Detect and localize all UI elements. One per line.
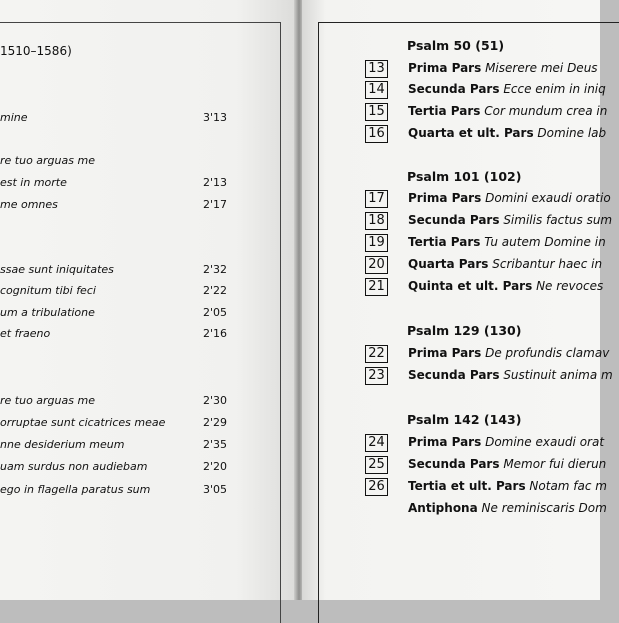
track-incipit: Cor mundum crea in: [484, 104, 608, 118]
track-number: 25: [365, 456, 388, 474]
track-row: [365, 81, 605, 99]
track-part: Quarta et ult. Pars: [408, 126, 534, 140]
track-incipit: Notam fac m: [529, 479, 607, 493]
track-duration: 2'29: [203, 416, 228, 429]
track-part: Prima Pars: [408, 191, 482, 205]
track-title: re tuo arguas me: [0, 154, 95, 167]
track-row: [0, 198, 240, 214]
track-row: [365, 256, 605, 274]
track-title: uam surdus non audiebam: [0, 460, 148, 473]
track-desc: [408, 61, 598, 75]
track-desc: [408, 213, 612, 227]
track-part: Prima Pars: [408, 61, 482, 75]
track-row: [365, 278, 605, 296]
track-row: [365, 367, 613, 385]
track-part: Tertia et ult. Pars: [408, 479, 526, 493]
track-number: 18: [365, 212, 388, 230]
track-number: 24: [365, 434, 388, 452]
track-incipit: Domine lab: [537, 126, 607, 140]
psalm-heading: Psalm 142 (143): [407, 412, 522, 427]
track-incipit: Ne revoces: [536, 279, 604, 293]
left-page: [0, 0, 296, 600]
antiphona-row: [408, 501, 607, 515]
track-row: [0, 176, 240, 192]
track-number: 23: [365, 367, 388, 385]
track-row: [0, 438, 240, 454]
track-row: [365, 212, 613, 230]
track-incipit: Ecce enim in iniq: [503, 82, 606, 96]
track-row: [0, 111, 240, 127]
track-row: [365, 434, 605, 452]
track-number: 22: [365, 345, 388, 363]
track-row: [0, 394, 240, 410]
track-desc: [408, 346, 609, 360]
track-row: [0, 460, 240, 476]
track-incipit: Tu autem Domine in: [484, 235, 606, 249]
track-number: 13: [365, 60, 388, 78]
psalm-heading: Psalm 101 (102): [407, 169, 522, 184]
track-row: [0, 284, 240, 300]
track-number: 14: [365, 81, 388, 99]
track-number: 20: [365, 256, 388, 274]
track-number: 19: [365, 234, 388, 252]
antiphona-incipit: Ne reminiscaris Dom: [481, 501, 607, 515]
track-desc: [408, 279, 603, 293]
track-duration: 2'17: [203, 198, 228, 211]
track-desc: [408, 104, 607, 118]
track-desc: [408, 479, 607, 493]
track-row: [365, 190, 611, 208]
track-duration: 2'35: [203, 438, 228, 451]
track-number: 17: [365, 190, 388, 208]
track-title: ssae sunt iniquitates: [0, 263, 114, 276]
track-duration: 3'05: [203, 483, 228, 496]
track-title: mine: [0, 111, 28, 124]
track-row: [365, 234, 605, 252]
track-part: Prima Pars: [408, 346, 482, 360]
composer-dates: 1510–1586): [0, 44, 72, 58]
track-part: Secunda Pars: [408, 368, 500, 382]
track-title: um a tribulatione: [0, 306, 95, 319]
track-incipit: Similis factus sum: [503, 213, 613, 227]
track-number: 21: [365, 278, 388, 296]
track-desc: [408, 257, 602, 271]
track-title: est in morte: [0, 176, 67, 189]
track-part: Tertia Pars: [408, 235, 481, 249]
track-incipit: Scribantur haec in: [492, 257, 603, 271]
track-incipit: Domine exaudi orat: [485, 435, 605, 449]
track-duration: 2'16: [203, 327, 228, 340]
track-incipit: Memor fui dierun: [503, 457, 607, 471]
track-row: [0, 416, 240, 432]
track-row: [365, 345, 610, 363]
track-row: [365, 60, 605, 78]
track-title: nne desiderium meum: [0, 438, 125, 451]
track-row: [0, 327, 240, 343]
track-incipit: De profundis clamav: [485, 346, 610, 360]
track-desc: [408, 457, 606, 471]
track-part: Quarta Pars: [408, 257, 489, 271]
track-desc: [408, 368, 613, 382]
track-duration: 2'32: [203, 263, 228, 276]
track-title: me omnes: [0, 198, 58, 211]
track-row: [365, 478, 605, 496]
psalm-heading: Psalm 50 (51): [407, 38, 505, 53]
track-desc: [408, 435, 604, 449]
track-number: 16: [365, 125, 388, 143]
track-incipit: Miserere mei Deus: [485, 61, 598, 75]
track-desc: [408, 126, 606, 140]
track-part: Secunda Pars: [408, 82, 500, 96]
antiphona-label: Antiphona: [408, 501, 478, 515]
track-row: [0, 263, 240, 279]
track-row: [365, 456, 605, 474]
track-title: et fraeno: [0, 327, 51, 340]
track-title: orruptae sunt cicatrices meae: [0, 416, 166, 429]
track-duration: 3'13: [203, 111, 228, 124]
track-row: [365, 103, 608, 121]
track-row: [0, 306, 240, 322]
track-desc: [408, 235, 606, 249]
track-row: [365, 125, 605, 143]
track-number: 26: [365, 478, 388, 496]
track-title: re tuo arguas me: [0, 394, 95, 407]
track-desc: [408, 191, 611, 205]
track-desc: [408, 82, 606, 96]
track-incipit: Domini exaudi oratio: [485, 191, 611, 205]
track-part: Secunda Pars: [408, 457, 500, 471]
track-duration: 2'22: [203, 284, 228, 297]
track-duration: 2'30: [203, 394, 228, 407]
track-duration: 2'20: [203, 460, 228, 473]
track-part: Secunda Pars: [408, 213, 500, 227]
track-number: 15: [365, 103, 388, 121]
track-duration: 2'13: [203, 176, 228, 189]
track-part: Prima Pars: [408, 435, 482, 449]
track-title: cognitum tibi feci: [0, 284, 96, 297]
track-row: [0, 154, 240, 170]
track-title: ego in flagella paratus sum: [0, 483, 151, 496]
track-part: Tertia Pars: [408, 104, 481, 118]
track-incipit: Sustinuit anima m: [503, 368, 613, 382]
track-duration: 2'05: [203, 306, 228, 319]
track-row: [0, 483, 240, 499]
track-part: Quinta et ult. Pars: [408, 279, 533, 293]
psalm-heading: Psalm 129 (130): [407, 323, 522, 338]
